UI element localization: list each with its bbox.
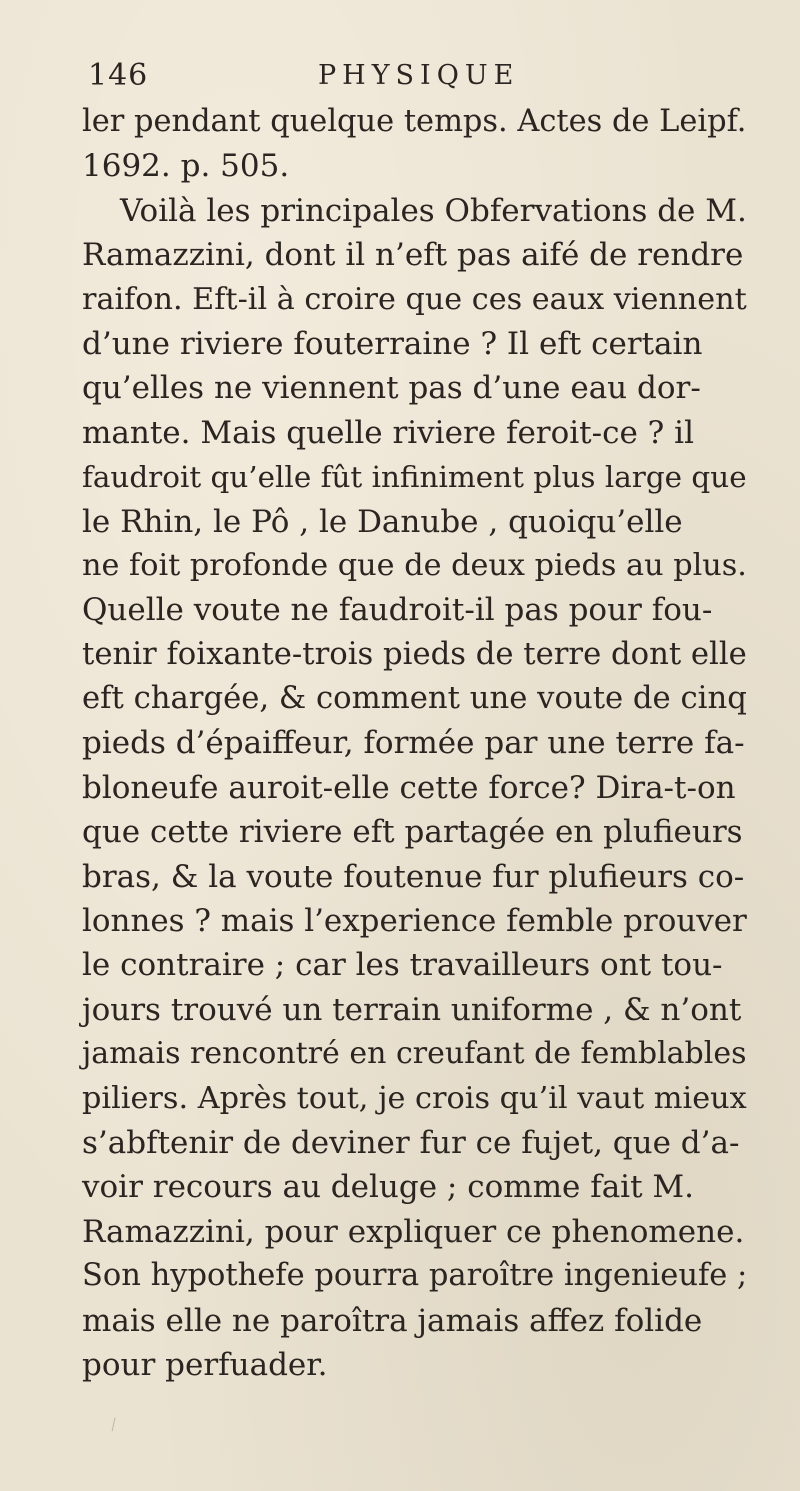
text-line: que cette riviere eft partagée en plufieurs	[82, 814, 743, 851]
text-line: Son hypothefe pourra paroître ingenieufe ;	[82, 1258, 748, 1294]
text-line: mais elle ne paroîtra jamais affez folide	[82, 1302, 703, 1339]
text-line: Ramazzini, dont il n’eft pas aifé de rendre	[82, 237, 744, 274]
text-line: pour perfuader.	[82, 1346, 328, 1383]
text-line: ne foit profonde que de deux pieds au plus.	[82, 547, 747, 583]
running-title: PHYSIQUE	[318, 60, 520, 91]
text-line: Quelle voute ne faudroit-il pas pour fou-	[82, 592, 713, 629]
page-header	[88, 58, 748, 98]
text-line: d’une riviere fouterraine ? Il eft certain	[82, 325, 703, 362]
text-line: tenir foixante-trois pieds de terre dont elle	[82, 636, 747, 672]
text-line: pieds d’épaiffeur, formée par une terre fa-	[82, 725, 745, 762]
text-line: lonnes ? mais l’experience femble prouver	[82, 903, 747, 940]
text-line: le Rhin, le Pô , le Danube , quoiqu’elle	[82, 503, 683, 540]
text-line: qu’elles ne viennent pas d’une eau dor-	[82, 370, 701, 407]
text-line: le contraire ; car les travailleurs ont tou-	[82, 947, 723, 984]
text-line: jours trouvé un terrain uniforme , & n’ont	[82, 991, 742, 1028]
text-line: faudroit qu’elle fût infiniment plus large que	[82, 460, 747, 495]
text-line: 1692. p. 505.	[82, 148, 290, 185]
text-line: bloneufe auroit-elle cette force? Dira-t-on	[82, 769, 736, 806]
text-line: bras, & la voute foutenue fur plufieurs co-	[82, 858, 745, 895]
text-line: voir recours au deluge ; comme fait M.	[82, 1169, 695, 1206]
text-line: Ramazzini, pour expliquer ce phenomene.	[82, 1213, 745, 1250]
text-line: raifon. Eft-il à croire que ces eaux viennent	[82, 281, 747, 317]
text-line: jamais rencontré en creufant de femblables	[82, 1036, 747, 1072]
text-line: piliers. Après tout, je crois qu’il vaut mieux	[82, 1080, 747, 1116]
body-text	[82, 100, 747, 1387]
page-number: 146	[88, 58, 149, 93]
text-line: eft chargée, & comment une voute de cinq	[82, 681, 747, 717]
paper-blemish	[112, 1417, 122, 1432]
text-line: mante. Mais quelle riviere feroit-ce ? il	[82, 414, 694, 451]
text-line: ler pendant quelque temps. Actes de Leipf.	[82, 104, 747, 139]
text-line: s’abftenir de deviner fur ce fujet, que d’a-	[82, 1124, 740, 1161]
paragraph-start-line: Voilà les principales Obfervations de M.	[120, 192, 747, 229]
